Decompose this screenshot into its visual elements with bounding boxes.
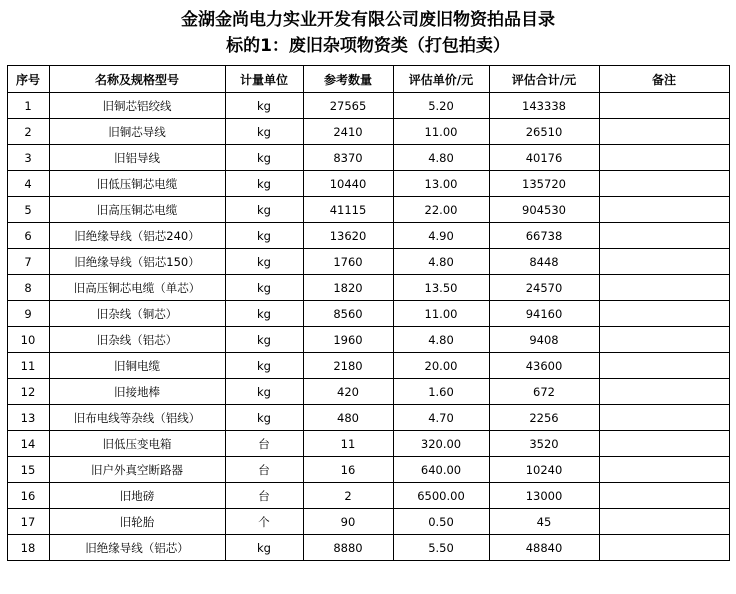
cell-index: 11: [7, 353, 49, 379]
cell-quantity: 41115: [303, 197, 393, 223]
cell-remark: [599, 509, 729, 535]
cell-unit-price: 4.80: [393, 249, 489, 275]
cell-quantity: 480: [303, 405, 393, 431]
cell-name: 旧轮胎: [49, 509, 225, 535]
cell-index: 7: [7, 249, 49, 275]
cell-index: 12: [7, 379, 49, 405]
cell-quantity: 8370: [303, 145, 393, 171]
inventory-table: [7, 65, 730, 561]
cell-unit-price: 4.90: [393, 223, 489, 249]
cell-remark: [599, 457, 729, 483]
cell-name: 旧绝缘导线（铝芯240）: [49, 223, 225, 249]
cell-quantity: 13620: [303, 223, 393, 249]
cell-index: 18: [7, 535, 49, 561]
cell-quantity: 10440: [303, 171, 393, 197]
cell-name: 旧户外真空断路器: [49, 457, 225, 483]
cell-remark: [599, 379, 729, 405]
table-row: [7, 483, 729, 509]
cell-unit: kg: [225, 327, 303, 353]
column-header-name: 名称及规格型号: [49, 66, 225, 93]
cell-remark: [599, 119, 729, 145]
cell-unit-price: 13.00: [393, 171, 489, 197]
cell-quantity: 27565: [303, 93, 393, 119]
cell-unit-price: 13.50: [393, 275, 489, 301]
cell-remark: [599, 301, 729, 327]
table-row: [7, 535, 729, 561]
cell-unit: kg: [225, 301, 303, 327]
column-header-total: 评估合计/元: [489, 66, 599, 93]
cell-unit: 台: [225, 431, 303, 457]
cell-unit: kg: [225, 223, 303, 249]
cell-remark: [599, 535, 729, 561]
cell-total: 8448: [489, 249, 599, 275]
cell-remark: [599, 249, 729, 275]
cell-quantity: 1760: [303, 249, 393, 275]
cell-total: 13000: [489, 483, 599, 509]
cell-total: 43600: [489, 353, 599, 379]
cell-total: 94160: [489, 301, 599, 327]
cell-unit: kg: [225, 535, 303, 561]
cell-unit: kg: [225, 275, 303, 301]
cell-quantity: 1960: [303, 327, 393, 353]
cell-name: 旧铜电缆: [49, 353, 225, 379]
cell-total: 24570: [489, 275, 599, 301]
cell-remark: [599, 405, 729, 431]
table-body: [7, 93, 729, 561]
table-row: [7, 301, 729, 327]
cell-remark: [599, 327, 729, 353]
cell-index: 6: [7, 223, 49, 249]
cell-quantity: 2410: [303, 119, 393, 145]
table-row: [7, 93, 729, 119]
cell-quantity: 8880: [303, 535, 393, 561]
table-row: [7, 145, 729, 171]
cell-remark: [599, 483, 729, 509]
cell-name: 旧布电线等杂线（铝线）: [49, 405, 225, 431]
column-header-remark: 备注: [599, 66, 729, 93]
cell-unit-price: 11.00: [393, 119, 489, 145]
table-row: [7, 249, 729, 275]
table-row: [7, 379, 729, 405]
cell-total: 45: [489, 509, 599, 535]
cell-unit: 台: [225, 457, 303, 483]
cell-total: 48840: [489, 535, 599, 561]
cell-remark: [599, 275, 729, 301]
table-row: [7, 509, 729, 535]
cell-name: 旧杂线（铜芯）: [49, 301, 225, 327]
cell-name: 旧接地棒: [49, 379, 225, 405]
cell-remark: [599, 145, 729, 171]
cell-unit-price: 4.70: [393, 405, 489, 431]
cell-unit: kg: [225, 93, 303, 119]
cell-index: 3: [7, 145, 49, 171]
cell-quantity: 11: [303, 431, 393, 457]
cell-unit-price: 6500.00: [393, 483, 489, 509]
cell-index: 4: [7, 171, 49, 197]
cell-name: 旧地磅: [49, 483, 225, 509]
cell-index: 8: [7, 275, 49, 301]
cell-index: 1: [7, 93, 49, 119]
cell-name: 旧铝导线: [49, 145, 225, 171]
cell-unit-price: 20.00: [393, 353, 489, 379]
column-header-index: 序号: [7, 66, 49, 93]
cell-remark: [599, 353, 729, 379]
cell-total: 3520: [489, 431, 599, 457]
cell-unit: kg: [225, 249, 303, 275]
table-row: [7, 431, 729, 457]
cell-total: 135720: [489, 171, 599, 197]
cell-index: 5: [7, 197, 49, 223]
cell-quantity: 90: [303, 509, 393, 535]
cell-remark: [599, 171, 729, 197]
cell-total: 143338: [489, 93, 599, 119]
cell-unit-price: 0.50: [393, 509, 489, 535]
cell-index: 14: [7, 431, 49, 457]
cell-unit: kg: [225, 171, 303, 197]
cell-quantity: 8560: [303, 301, 393, 327]
cell-name: 旧杂线（铝芯）: [49, 327, 225, 353]
cell-quantity: 2180: [303, 353, 393, 379]
cell-total: 10240: [489, 457, 599, 483]
cell-unit-price: 4.80: [393, 327, 489, 353]
cell-index: 17: [7, 509, 49, 535]
cell-total: 904530: [489, 197, 599, 223]
cell-unit: kg: [225, 353, 303, 379]
cell-name: 旧高压铜芯电缆（单芯）: [49, 275, 225, 301]
cell-total: 9408: [489, 327, 599, 353]
cell-unit-price: 5.20: [393, 93, 489, 119]
cell-unit: kg: [225, 405, 303, 431]
table-row: [7, 119, 729, 145]
cell-index: 9: [7, 301, 49, 327]
cell-quantity: 2: [303, 483, 393, 509]
cell-unit: kg: [225, 379, 303, 405]
cell-total: 66738: [489, 223, 599, 249]
page-title: 金湖金尚电力实业开发有限公司废旧物资拍品目录: [181, 10, 555, 30]
cell-unit-price: 320.00: [393, 431, 489, 457]
cell-name: 旧铜芯铝绞线: [49, 93, 225, 119]
cell-total: 672: [489, 379, 599, 405]
cell-index: 10: [7, 327, 49, 353]
column-header-unit: 计量单位: [225, 66, 303, 93]
cell-name: 旧绝缘导线（铝芯）: [49, 535, 225, 561]
cell-name: 旧低压变电箱: [49, 431, 225, 457]
cell-total: 40176: [489, 145, 599, 171]
cell-unit-price: 640.00: [393, 457, 489, 483]
cell-index: 2: [7, 119, 49, 145]
cell-remark: [599, 431, 729, 457]
cell-unit-price: 22.00: [393, 197, 489, 223]
cell-unit-price: 4.80: [393, 145, 489, 171]
table-row: [7, 405, 729, 431]
document-page: [0, 9, 736, 561]
cell-quantity: 16: [303, 457, 393, 483]
table-row: [7, 457, 729, 483]
table-row: [7, 171, 729, 197]
table-row: [7, 353, 729, 379]
cell-remark: [599, 197, 729, 223]
table-row: [7, 223, 729, 249]
column-header-unit-price: 评估单价/元: [393, 66, 489, 93]
cell-name: 旧低压铜芯电缆: [49, 171, 225, 197]
cell-unit: kg: [225, 197, 303, 223]
cell-unit: kg: [225, 119, 303, 145]
column-header-quantity: 参考数量: [303, 66, 393, 93]
cell-unit-price: 1.60: [393, 379, 489, 405]
table-row: [7, 327, 729, 353]
cell-name: 旧高压铜芯电缆: [49, 197, 225, 223]
table-header-row: [7, 66, 729, 93]
cell-quantity: 420: [303, 379, 393, 405]
table-row: [7, 197, 729, 223]
cell-total: 26510: [489, 119, 599, 145]
cell-remark: [599, 93, 729, 119]
cell-total: 2256: [489, 405, 599, 431]
cell-unit-price: 11.00: [393, 301, 489, 327]
cell-unit-price: 5.50: [393, 535, 489, 561]
table-row: [7, 275, 729, 301]
cell-index: 15: [7, 457, 49, 483]
cell-quantity: 1820: [303, 275, 393, 301]
cell-name: 旧铜芯导线: [49, 119, 225, 145]
cell-unit: 台: [225, 483, 303, 509]
cell-remark: [599, 223, 729, 249]
cell-unit: 个: [225, 509, 303, 535]
cell-index: 13: [7, 405, 49, 431]
cell-index: 16: [7, 483, 49, 509]
cell-unit: kg: [225, 145, 303, 171]
page-subtitle: 标的1：废旧杂项物资类（打包拍卖）: [226, 36, 510, 56]
cell-name: 旧绝缘导线（铝芯150）: [49, 249, 225, 275]
